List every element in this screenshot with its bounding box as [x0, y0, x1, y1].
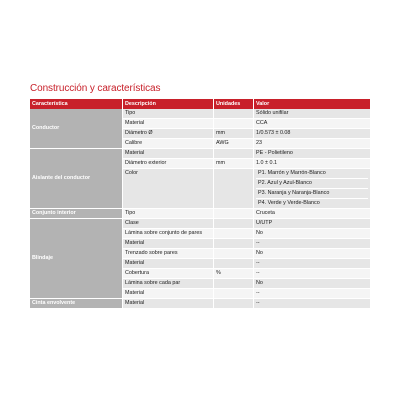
row-description: Tipo [123, 109, 214, 119]
row-unit [214, 219, 254, 229]
row-description: Material [123, 259, 214, 269]
row-unit: AWG [214, 139, 254, 149]
row-value: -- [254, 259, 371, 269]
row-description: Material [123, 119, 214, 129]
row-unit [214, 299, 254, 309]
row-description: Material [123, 299, 214, 309]
header-characteristic: Característica [30, 99, 123, 109]
category-shielding: Blindaje [30, 219, 123, 299]
row-value: PE - Polietileno [254, 149, 371, 159]
row-value: No [254, 279, 371, 289]
row-unit [214, 249, 254, 259]
row-unit [214, 279, 254, 289]
header-description: Descripción [123, 99, 214, 109]
row-value: 1.0 ± 0.1 [254, 159, 371, 169]
row-description: Diámetro exterior [123, 159, 214, 169]
row-unit [214, 289, 254, 299]
row-description: Clase [123, 219, 214, 229]
row-description: Lámina sobre cada par [123, 279, 214, 289]
category-wrapping-tape: Cinta envolvente [30, 299, 123, 309]
table-header-row [30, 99, 371, 109]
row-description: Cobertura [123, 269, 214, 279]
row-description: Diámetro Ø [123, 129, 214, 139]
row-unit [214, 259, 254, 269]
table-row [30, 209, 371, 219]
table-row [30, 109, 371, 119]
color-pair-3: P3. Naranja y Naranja-Blanco [256, 188, 368, 198]
header-units: Unidades [214, 99, 254, 109]
row-value: No [254, 249, 371, 259]
row-value: -- [254, 299, 371, 309]
row-unit [214, 209, 254, 219]
row-value: Cruceta [254, 209, 371, 219]
row-value-colors [254, 169, 371, 209]
category-conductor: Conductor [30, 109, 123, 149]
color-pair-2: P2. Azul y Azul-Blanco [256, 178, 368, 188]
category-conductor-insulation: Aislante del conductor [30, 149, 123, 209]
row-unit [214, 119, 254, 129]
table-row [30, 219, 371, 229]
row-value: No [254, 229, 371, 239]
row-unit [214, 109, 254, 119]
row-unit: % [214, 269, 254, 279]
row-value: -- [254, 239, 371, 249]
row-description: Material [123, 239, 214, 249]
color-pair-4: P4. Verde y Verde-Blanco [256, 198, 368, 208]
row-unit [214, 169, 254, 209]
row-value: CCA [254, 119, 371, 129]
color-pair-1: P1. Marrón y Marrón-Blanco [258, 170, 326, 176]
row-description: Material [123, 289, 214, 299]
row-unit [214, 229, 254, 239]
row-description: Material [123, 149, 214, 159]
row-value: -- [254, 269, 371, 279]
header-value: Valor [254, 99, 371, 109]
row-value: Sólido unifilar [254, 109, 371, 119]
row-description: Tipo [123, 209, 214, 219]
row-description: Lámina sobre conjunto de pares [123, 229, 214, 239]
row-value: -- [254, 289, 371, 299]
row-value: U/UTP [254, 219, 371, 229]
specifications-table [30, 99, 371, 309]
row-value: 1/0.573 ± 0.08 [254, 129, 371, 139]
category-inner-assembly: Conjunto interior [30, 209, 123, 219]
table-row [30, 299, 371, 309]
row-unit [214, 149, 254, 159]
row-value: 23 [254, 139, 371, 149]
row-description: Trenzado sobre pares [123, 249, 214, 259]
row-unit: mm [214, 159, 254, 169]
table-row [30, 149, 371, 159]
row-unit: mm [214, 129, 254, 139]
row-description: Calibre [123, 139, 214, 149]
page-title: Construcción y características [30, 83, 161, 94]
row-unit [214, 239, 254, 249]
row-description: Color [123, 169, 214, 209]
